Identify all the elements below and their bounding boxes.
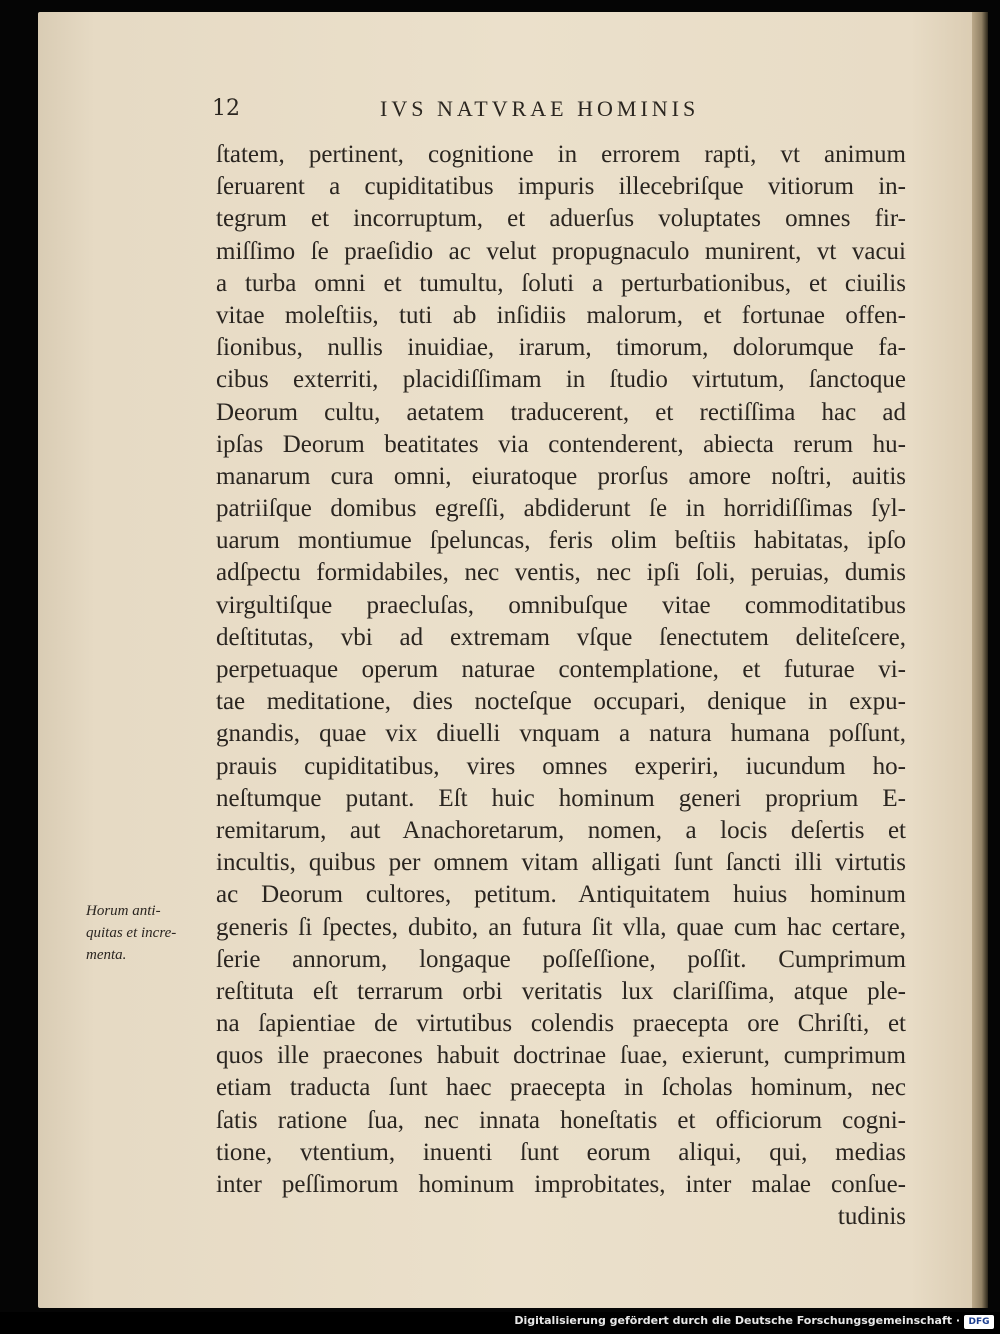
- footer-bar: [0, 1312, 1000, 1334]
- text-line: reſtituta eſt terrarum orbi veritatis lux clariſſima, atque ple-: [216, 977, 906, 1005]
- text-line: tegrum et incorruptum, et aduerſus voluptates omnes fir-: [216, 205, 906, 233]
- body-text: [216, 139, 906, 1233]
- margin-note: [86, 900, 216, 966]
- text-line: ac Deorum cultores, petitum. Antiquitatem huius hominum: [216, 881, 906, 909]
- margin-note-line: Horum anti-: [86, 903, 161, 919]
- text-line: ſatis ratione ſua, nec innata honeſtatis et officiorum cogni-: [216, 1106, 906, 1134]
- text-line: inter peſſimorum hominum improbitates, inter malae conſue-: [216, 1171, 906, 1198]
- text-line: Deorum cultu, aetatem traducerent, et rectiſſima hac ad: [216, 398, 906, 426]
- text-line: a turba omni et tumultu, ſoluti a perturbationibus, et ciuilis: [216, 269, 906, 297]
- text-line: ſerie annorum, longaque poſſeſſione, poſſit. Cumprimum: [216, 945, 906, 973]
- text-line: perpetuaque operum naturae contemplatione, et futurae vi-: [216, 656, 906, 683]
- text-line: remitarum, aut Anachoretarum, nomen, a locis deſertis et: [216, 816, 906, 844]
- text-line: ſtatem, pertinent, cognitione in errorem rapti, vt animum: [216, 141, 906, 168]
- page-edge-shadow: [972, 12, 988, 1308]
- text-line: uarum montiumue ſpeluncas, feris olim beſtiis habitatas, ipſo: [216, 527, 906, 555]
- text-line: virgultiſque praecluſas, omnibuſque vitae commoditatibus: [216, 591, 906, 619]
- text-line: manarum cura omni, eiuratoque prorſus amore noſtri, auitis: [216, 462, 906, 490]
- text-line: neſtumque putant. Eſt huic hominum generi proprium E-: [216, 784, 906, 812]
- text-line: na ſapientiae de virtutibus colendis praecepta ore Chriſti, et: [216, 1010, 906, 1038]
- text-line: deſtitutas, vbi ad extremam vſque ſenectutem deliteſcere,: [216, 623, 906, 651]
- text-line: etiam traducta ſunt haec praecepta in ſcholas hominum, nec: [216, 1074, 906, 1102]
- text-line: prauis cupiditatibus, vires omnes experiri, iucundum ho-: [216, 752, 906, 780]
- text-line: ſionibus, nullis inuidiae, irarum, timorum, dolorumque fa-: [216, 334, 906, 362]
- text-line: gnandis, quae vix diuelli vnquam a natura humana poſſunt,: [216, 720, 906, 748]
- text-line: adſpectu formidabiles, nec ventis, nec ipſi ſoli, peruias, dumis: [216, 559, 906, 587]
- catchword: tudinis: [837, 1203, 906, 1231]
- dfg-logo-icon: DFG: [964, 1315, 994, 1329]
- margin-note-line: quitas et incre-: [86, 925, 177, 941]
- running-head: IVS NATVRAE HOMINIS: [380, 96, 700, 121]
- text-line: generis ſi ſpectes, dubito, an futura ſit vlla, quae cum hac certare,: [216, 913, 906, 941]
- page-number: 12: [212, 96, 240, 121]
- text-line: tione, vtentium, inuenti ſunt eorum aliqui, qui, medias: [216, 1138, 906, 1166]
- text-line: tae meditatione, dies nocteſque occupari, denique in expu-: [216, 688, 906, 716]
- text-line: ſeruarent a cupiditatibus impuris illecebriſque vitiorum in-: [216, 173, 906, 201]
- text-line: miſſimo ſe praeſidio ac velut propugnaculo munirent, vt vacui: [216, 237, 906, 265]
- text-line: quos ille praecones habuit doctrinae ſuae, exierunt, cumprimum: [216, 1042, 906, 1070]
- text-line: incultis, quibus per omnem vitam alligati ſunt ſancti illi virtutis: [216, 849, 906, 877]
- text-line: patriiſque domibus egreſſi, abdiderunt ſe in horridiſſimas ſyl-: [216, 495, 906, 523]
- funding-credit: Digitalisierung gefördert durch die Deutsche Forschungsgemeinschaft ·: [514, 1314, 960, 1327]
- text-line: ipſas Deorum beatitates via contenderent, abiecta rerum hu-: [216, 430, 906, 458]
- margin-note-line: menta.: [86, 947, 127, 963]
- text-line: vitae moleſtiis, tuti ab inſidiis malorum, et fortunae offen-: [216, 301, 906, 329]
- text-line: cibus exterriti, placidiſſimam in ſtudio virtutum, ſanctoque: [216, 366, 906, 394]
